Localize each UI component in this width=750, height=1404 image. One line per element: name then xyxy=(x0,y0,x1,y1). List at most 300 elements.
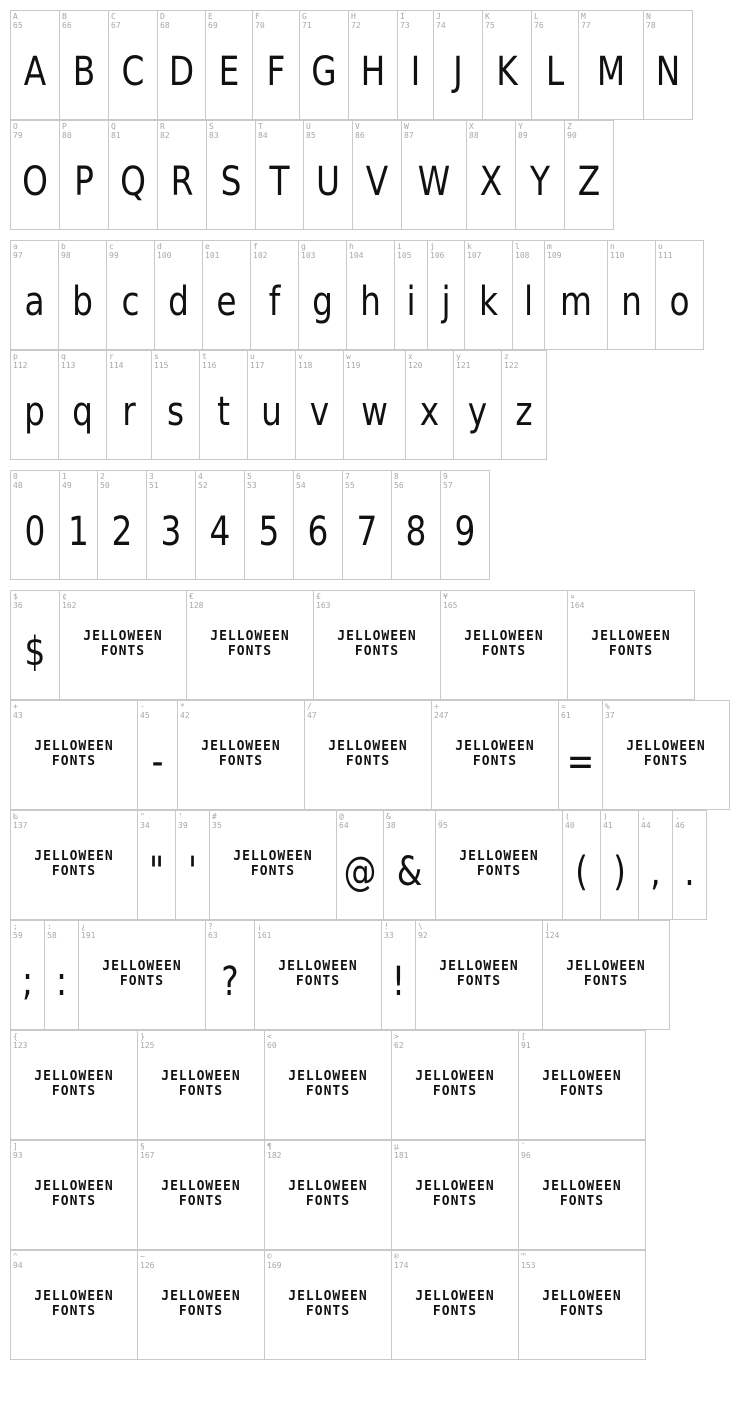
glyph-cell xyxy=(59,470,98,580)
glyph-label: j 106 xyxy=(430,242,445,260)
glyph-sample: Y xyxy=(529,159,551,205)
glyph-cell xyxy=(638,810,673,920)
glyph-sample: e xyxy=(216,279,237,325)
glyph-cell xyxy=(342,470,392,580)
glyph-label: 9 57 xyxy=(443,472,453,490)
glyph-cell xyxy=(643,10,693,120)
placeholder-line1: JELLOWEEN xyxy=(161,1289,241,1304)
glyph-sample: K xyxy=(496,49,518,95)
glyph-label: w 119 xyxy=(346,352,361,370)
glyph-cell xyxy=(10,810,138,920)
glyph-sample: v xyxy=(309,389,330,435)
glyph-label: X 88 xyxy=(469,122,479,140)
placeholder-line1: JELLOWEEN xyxy=(34,1179,114,1194)
glyph-label: ; 59 xyxy=(13,922,23,940)
glyph-label: $ 36 xyxy=(13,592,23,610)
glyph-label: b 98 xyxy=(61,242,71,260)
glyph-cell xyxy=(501,350,547,460)
glyph-cell xyxy=(177,700,305,810)
glyph-sample: k xyxy=(478,279,498,325)
glyph-label: _ 95 xyxy=(438,812,448,830)
missing-glyph-placeholder xyxy=(187,629,313,659)
glyph-sample: t xyxy=(217,389,230,435)
glyph-label: a 97 xyxy=(13,242,23,260)
placeholder-line2: FONTS xyxy=(178,1194,224,1209)
glyph-label: ) 41 xyxy=(603,812,613,830)
glyph-label: H 72 xyxy=(351,12,361,30)
placeholder-line2: FONTS xyxy=(472,754,518,769)
glyph-label: C 67 xyxy=(111,12,121,30)
glyph-label: * 42 xyxy=(180,702,190,720)
placeholder-line1: JELLOWEEN xyxy=(161,1069,241,1084)
glyph-label: T 84 xyxy=(258,122,268,140)
glyph-cell xyxy=(106,240,155,350)
missing-glyph-placeholder xyxy=(392,1289,518,1319)
glyph-cell xyxy=(58,350,107,460)
glyph-cell xyxy=(391,1250,519,1360)
glyph-cell xyxy=(108,10,158,120)
glyph-label: e 101 xyxy=(205,242,220,260)
glyph-cell xyxy=(567,590,695,700)
glyph-sample: M xyxy=(596,49,626,95)
glyph-sample: I xyxy=(410,49,421,95)
glyph-cell xyxy=(59,10,109,120)
glyph-cell xyxy=(58,240,107,350)
glyph-label: # 35 xyxy=(212,812,222,830)
placeholder-line2: FONTS xyxy=(51,1194,97,1209)
glyph-cell xyxy=(602,700,730,810)
glyph-cell xyxy=(59,590,187,700)
glyph-sample: f xyxy=(268,279,281,325)
missing-glyph-placeholder xyxy=(568,629,694,659)
glyph-sample: S xyxy=(220,159,242,205)
glyph-cell xyxy=(298,240,347,350)
placeholder-line1: JELLOWEEN xyxy=(161,1179,241,1194)
placeholder-line1: JELLOWEEN xyxy=(337,629,417,644)
glyph-label: ® 174 xyxy=(394,1252,409,1270)
placeholder-line2: FONTS xyxy=(178,1084,224,1099)
glyph-sample: B xyxy=(72,49,96,95)
glyph-sample: ? xyxy=(221,959,239,1005)
glyph-cell xyxy=(10,1250,138,1360)
glyph-label: Z 90 xyxy=(567,122,577,140)
glyph-label: Q 81 xyxy=(111,122,121,140)
glyph-cell xyxy=(515,120,565,230)
placeholder-line1: JELLOWEEN xyxy=(415,1069,495,1084)
glyph-sample: 9 xyxy=(454,509,476,555)
glyph-sample: u xyxy=(261,389,282,435)
glyph-sample: D xyxy=(168,49,195,95)
glyph-label: 2 50 xyxy=(100,472,110,490)
glyph-cell xyxy=(391,1030,519,1140)
placeholder-line2: FONTS xyxy=(354,644,400,659)
glyph-sample: & xyxy=(396,849,423,895)
placeholder-line1: JELLOWEEN xyxy=(34,1069,114,1084)
glyph-sample: F xyxy=(266,49,286,95)
glyph-cell xyxy=(518,1250,646,1360)
glyph-label: - 45 xyxy=(140,702,150,720)
glyph-label: " 34 xyxy=(140,812,150,830)
glyph-label: ! 33 xyxy=(384,922,394,940)
glyph-label: n 110 xyxy=(610,242,625,260)
glyph-sample: E xyxy=(218,49,240,95)
glyph-label: G 71 xyxy=(302,12,312,30)
glyph-sample: 4 xyxy=(209,509,231,555)
glyph-sample: Q xyxy=(120,159,146,205)
glyph-cell xyxy=(440,470,490,580)
glyph-label: ¡ 161 xyxy=(257,922,272,940)
glyph-label: ( 40 xyxy=(565,812,575,830)
glyph-cell xyxy=(600,810,639,920)
glyph-label: r 114 xyxy=(109,352,124,370)
glyph-cell xyxy=(264,1030,392,1140)
glyph-sample: 2 xyxy=(111,509,133,555)
glyph-sample: 8 xyxy=(405,509,427,555)
placeholder-line1: JELLOWEEN xyxy=(102,959,182,974)
glyph-sample: , xyxy=(650,849,661,895)
glyph-cell xyxy=(137,700,178,810)
missing-glyph-placeholder xyxy=(392,1069,518,1099)
glyph-label: | 124 xyxy=(545,922,560,940)
missing-glyph-placeholder xyxy=(255,959,381,989)
glyph-label: + 43 xyxy=(13,702,23,720)
glyph-label: m 109 xyxy=(547,242,562,260)
glyph-cell xyxy=(348,10,398,120)
glyph-sample: T xyxy=(269,159,290,205)
glyph-label: D 68 xyxy=(160,12,170,30)
glyph-sample: g xyxy=(312,279,333,325)
placeholder-line2: FONTS xyxy=(559,1194,605,1209)
glyph-label: 4 52 xyxy=(198,472,208,490)
glyph-cell xyxy=(108,120,158,230)
placeholder-line1: JELLOWEEN xyxy=(34,849,114,864)
glyph-cell xyxy=(252,10,300,120)
glyph-cell xyxy=(303,120,353,230)
glyph-label: h 104 xyxy=(349,242,364,260)
glyph-cell xyxy=(44,920,79,1030)
missing-glyph-placeholder xyxy=(11,1069,137,1099)
placeholder-line2: FONTS xyxy=(305,1304,351,1319)
placeholder-line1: JELLOWEEN xyxy=(415,1179,495,1194)
placeholder-line1: JELLOWEEN xyxy=(591,629,671,644)
placeholder-line2: FONTS xyxy=(456,974,502,989)
glyph-cell xyxy=(453,350,502,460)
missing-glyph-placeholder xyxy=(436,849,562,879)
glyph-label: M 77 xyxy=(581,12,591,30)
glyph-sample: R xyxy=(170,159,194,205)
glyph-cell xyxy=(381,920,416,1030)
glyph-label: ¿ 191 xyxy=(81,922,96,940)
missing-glyph-placeholder xyxy=(11,849,137,879)
placeholder-line1: JELLOWEEN xyxy=(83,629,163,644)
glyph-cell xyxy=(464,240,513,350)
glyph-label: ' 39 xyxy=(178,812,188,830)
glyph-sample: 5 xyxy=(258,509,280,555)
glyph-cell xyxy=(655,240,704,350)
glyph-label: € 128 xyxy=(189,592,204,610)
placeholder-line2: FONTS xyxy=(51,754,97,769)
glyph-sample: . xyxy=(684,849,695,895)
glyph-cell xyxy=(137,1030,265,1140)
missing-glyph-placeholder xyxy=(11,1179,137,1209)
glyph-cell xyxy=(195,470,245,580)
glyph-sample: C xyxy=(121,49,145,95)
placeholder-line2: FONTS xyxy=(305,1084,351,1099)
glyph-label: < 60 xyxy=(267,1032,277,1050)
glyph-label: & 38 xyxy=(386,812,396,830)
glyph-label: S 83 xyxy=(209,122,219,140)
missing-glyph-placeholder xyxy=(79,959,205,989)
glyph-label: > 62 xyxy=(394,1032,404,1050)
glyph-label: 5 53 xyxy=(247,472,257,490)
glyph-cell xyxy=(415,920,543,1030)
glyph-cell xyxy=(10,700,138,810)
glyph-cell xyxy=(146,470,196,580)
glyph-cell xyxy=(383,810,436,920)
glyph-cell xyxy=(299,10,349,120)
glyph-label: = 61 xyxy=(561,702,571,720)
glyph-sample: P xyxy=(74,159,94,205)
glyph-sample: G xyxy=(311,49,337,95)
glyph-cell xyxy=(206,120,256,230)
placeholder-line1: JELLOWEEN xyxy=(288,1289,368,1304)
glyph-label: ¢ 162 xyxy=(62,592,77,610)
glyph-label: y 121 xyxy=(456,352,471,370)
glyph-cell xyxy=(264,1140,392,1250)
glyph-cell xyxy=(564,120,614,230)
glyph-label: £ 163 xyxy=(316,592,331,610)
glyph-label: p 112 xyxy=(13,352,28,370)
glyph-cell xyxy=(512,240,545,350)
glyph-label: [ 91 xyxy=(521,1032,531,1050)
missing-glyph-placeholder xyxy=(314,629,440,659)
glyph-cell xyxy=(518,1140,646,1250)
glyph-cell xyxy=(482,10,532,120)
glyph-label: } 125 xyxy=(140,1032,155,1050)
glyph-cell xyxy=(336,810,384,920)
glyph-label: § 167 xyxy=(140,1142,155,1160)
placeholder-line1: JELLOWEEN xyxy=(328,739,408,754)
glyph-sample: 6 xyxy=(307,509,329,555)
glyph-sample: 0 xyxy=(24,509,46,555)
glyph-sample: V xyxy=(365,159,389,205)
glyph-cell xyxy=(427,240,465,350)
glyph-cell xyxy=(518,1030,646,1140)
glyph-sample: w xyxy=(361,389,388,435)
glyph-sample: - xyxy=(151,739,164,785)
glyph-sample: 7 xyxy=(356,509,378,555)
placeholder-line1: JELLOWEEN xyxy=(455,739,535,754)
placeholder-line2: FONTS xyxy=(51,1084,97,1099)
missing-glyph-placeholder xyxy=(392,1179,518,1209)
glyph-cell xyxy=(97,470,147,580)
glyph-label: x 120 xyxy=(408,352,423,370)
glyph-label: ÷ 247 xyxy=(434,702,449,720)
glyph-cell xyxy=(401,120,467,230)
glyph-cell xyxy=(186,590,314,700)
glyph-cell xyxy=(405,350,454,460)
glyph-cell xyxy=(151,350,200,460)
glyph-label: ™ 153 xyxy=(521,1252,536,1270)
glyph-cell xyxy=(558,700,603,810)
placeholder-line2: FONTS xyxy=(481,644,527,659)
glyph-label: @ 64 xyxy=(339,812,349,830)
placeholder-line2: FONTS xyxy=(432,1194,478,1209)
glyph-cell xyxy=(247,350,296,460)
glyph-label: ‰ 137 xyxy=(13,812,28,830)
placeholder-line2: FONTS xyxy=(51,1304,97,1319)
glyph-cell xyxy=(672,810,707,920)
glyph-cell xyxy=(157,120,207,230)
glyph-cell xyxy=(137,810,176,920)
glyph-label: / 47 xyxy=(307,702,317,720)
placeholder-line1: JELLOWEEN xyxy=(288,1069,368,1084)
glyph-sample: L xyxy=(545,49,565,95)
glyph-cell xyxy=(466,120,516,230)
glyph-label: \ 92 xyxy=(418,922,428,940)
glyph-label: g 103 xyxy=(301,242,316,260)
glyph-cell xyxy=(542,920,670,1030)
glyph-label: k 107 xyxy=(467,242,482,260)
glyph-sample: H xyxy=(360,49,386,95)
glyph-sample: ; xyxy=(21,959,34,1005)
glyph-cell xyxy=(59,120,109,230)
glyph-cell xyxy=(352,120,402,230)
glyph-sample: s xyxy=(166,389,185,435)
glyph-cell xyxy=(346,240,395,350)
glyph-label: ? 63 xyxy=(208,922,218,940)
glyph-sample: : xyxy=(55,959,68,1005)
glyph-label: o 111 xyxy=(658,242,673,260)
missing-glyph-placeholder xyxy=(11,739,137,769)
placeholder-line1: JELLOWEEN xyxy=(34,1289,114,1304)
glyph-label: ~ 126 xyxy=(140,1252,155,1270)
missing-glyph-placeholder xyxy=(265,1179,391,1209)
glyph-label: l 108 xyxy=(515,242,530,260)
glyph-cell xyxy=(202,240,251,350)
glyph-label: W 87 xyxy=(404,122,414,140)
missing-glyph-placeholder xyxy=(138,1069,264,1099)
glyph-cell xyxy=(137,1250,265,1360)
placeholder-line1: JELLOWEEN xyxy=(278,959,358,974)
glyph-cell xyxy=(264,1250,392,1360)
glyph-sample: A xyxy=(23,49,47,95)
glyph-sample: c xyxy=(121,279,140,325)
placeholder-line2: FONTS xyxy=(100,644,146,659)
glyph-cell xyxy=(154,240,203,350)
missing-glyph-placeholder xyxy=(210,849,336,879)
glyph-label: L 76 xyxy=(534,12,544,30)
glyph-cell xyxy=(544,240,608,350)
glyph-sample: h xyxy=(360,279,381,325)
glyph-cell xyxy=(440,590,568,700)
glyph-label: d 100 xyxy=(157,242,172,260)
glyph-cell xyxy=(137,1140,265,1250)
glyph-label: 1 49 xyxy=(62,472,72,490)
glyph-cell xyxy=(209,810,337,920)
glyph-label: I 73 xyxy=(400,12,410,30)
glyph-sample: N xyxy=(655,49,681,95)
missing-glyph-placeholder xyxy=(416,959,542,989)
placeholder-line1: JELLOWEEN xyxy=(542,1069,622,1084)
placeholder-line1: JELLOWEEN xyxy=(210,629,290,644)
glyph-label: z 122 xyxy=(504,352,519,370)
glyph-sample: ( xyxy=(575,849,588,895)
glyph-label: s 115 xyxy=(154,352,169,370)
glyph-label: ¶ 182 xyxy=(267,1142,282,1160)
glyph-label: 8 56 xyxy=(394,472,404,490)
glyph-label: v 118 xyxy=(298,352,313,370)
glyph-cell xyxy=(607,240,656,350)
glyph-label: t 116 xyxy=(202,352,217,370)
glyph-label: 6 54 xyxy=(296,472,306,490)
placeholder-line2: FONTS xyxy=(178,1304,224,1319)
placeholder-line2: FONTS xyxy=(51,864,97,879)
glyph-cell xyxy=(431,700,559,810)
glyph-label: A 65 xyxy=(13,12,23,30)
glyph-cell xyxy=(250,240,299,350)
placeholder-line2: FONTS xyxy=(227,644,273,659)
missing-glyph-placeholder xyxy=(543,959,669,989)
glyph-cell xyxy=(391,1140,519,1250)
glyph-cell xyxy=(304,700,432,810)
glyph-cell xyxy=(205,10,253,120)
placeholder-line2: FONTS xyxy=(295,974,341,989)
glyph-label: © 169 xyxy=(267,1252,282,1270)
glyph-cell xyxy=(394,240,428,350)
glyph-label: u 117 xyxy=(250,352,265,370)
glyph-cell xyxy=(205,920,255,1030)
glyph-label: µ 181 xyxy=(394,1142,409,1160)
glyph-label: B 66 xyxy=(62,12,72,30)
placeholder-line1: JELLOWEEN xyxy=(626,739,706,754)
glyph-cell xyxy=(10,1140,138,1250)
glyph-sample: = xyxy=(566,739,595,785)
placeholder-line2: FONTS xyxy=(432,1084,478,1099)
glyph-cell xyxy=(397,10,434,120)
glyph-sample: @ xyxy=(343,849,377,895)
placeholder-line2: FONTS xyxy=(476,864,522,879)
glyph-cell xyxy=(157,10,206,120)
missing-glyph-placeholder xyxy=(305,739,431,769)
glyph-sample: ! xyxy=(391,959,406,1005)
glyph-label: c 99 xyxy=(109,242,119,260)
glyph-cell xyxy=(295,350,344,460)
glyph-cell xyxy=(10,590,60,700)
placeholder-line2: FONTS xyxy=(559,1304,605,1319)
glyph-sample: y xyxy=(467,389,488,435)
glyph-sample: W xyxy=(417,159,451,205)
glyph-label: V 86 xyxy=(355,122,365,140)
placeholder-line1: JELLOWEEN xyxy=(464,629,544,644)
glyph-cell xyxy=(10,1030,138,1140)
glyph-label: 7 55 xyxy=(345,472,355,490)
glyph-label: F 70 xyxy=(255,12,265,30)
glyph-sample: O xyxy=(22,159,48,205)
glyph-sample: a xyxy=(24,279,45,325)
missing-glyph-placeholder xyxy=(519,1179,645,1209)
placeholder-line2: FONTS xyxy=(119,974,165,989)
glyph-sample: o xyxy=(669,279,690,325)
glyph-label: q 113 xyxy=(61,352,76,370)
glyph-cell xyxy=(175,810,210,920)
placeholder-line1: JELLOWEEN xyxy=(439,959,519,974)
glyph-sample: p xyxy=(24,389,45,435)
placeholder-line2: FONTS xyxy=(432,1304,478,1319)
placeholder-line2: FONTS xyxy=(305,1194,351,1209)
missing-glyph-placeholder xyxy=(265,1069,391,1099)
placeholder-line1: JELLOWEEN xyxy=(415,1289,495,1304)
